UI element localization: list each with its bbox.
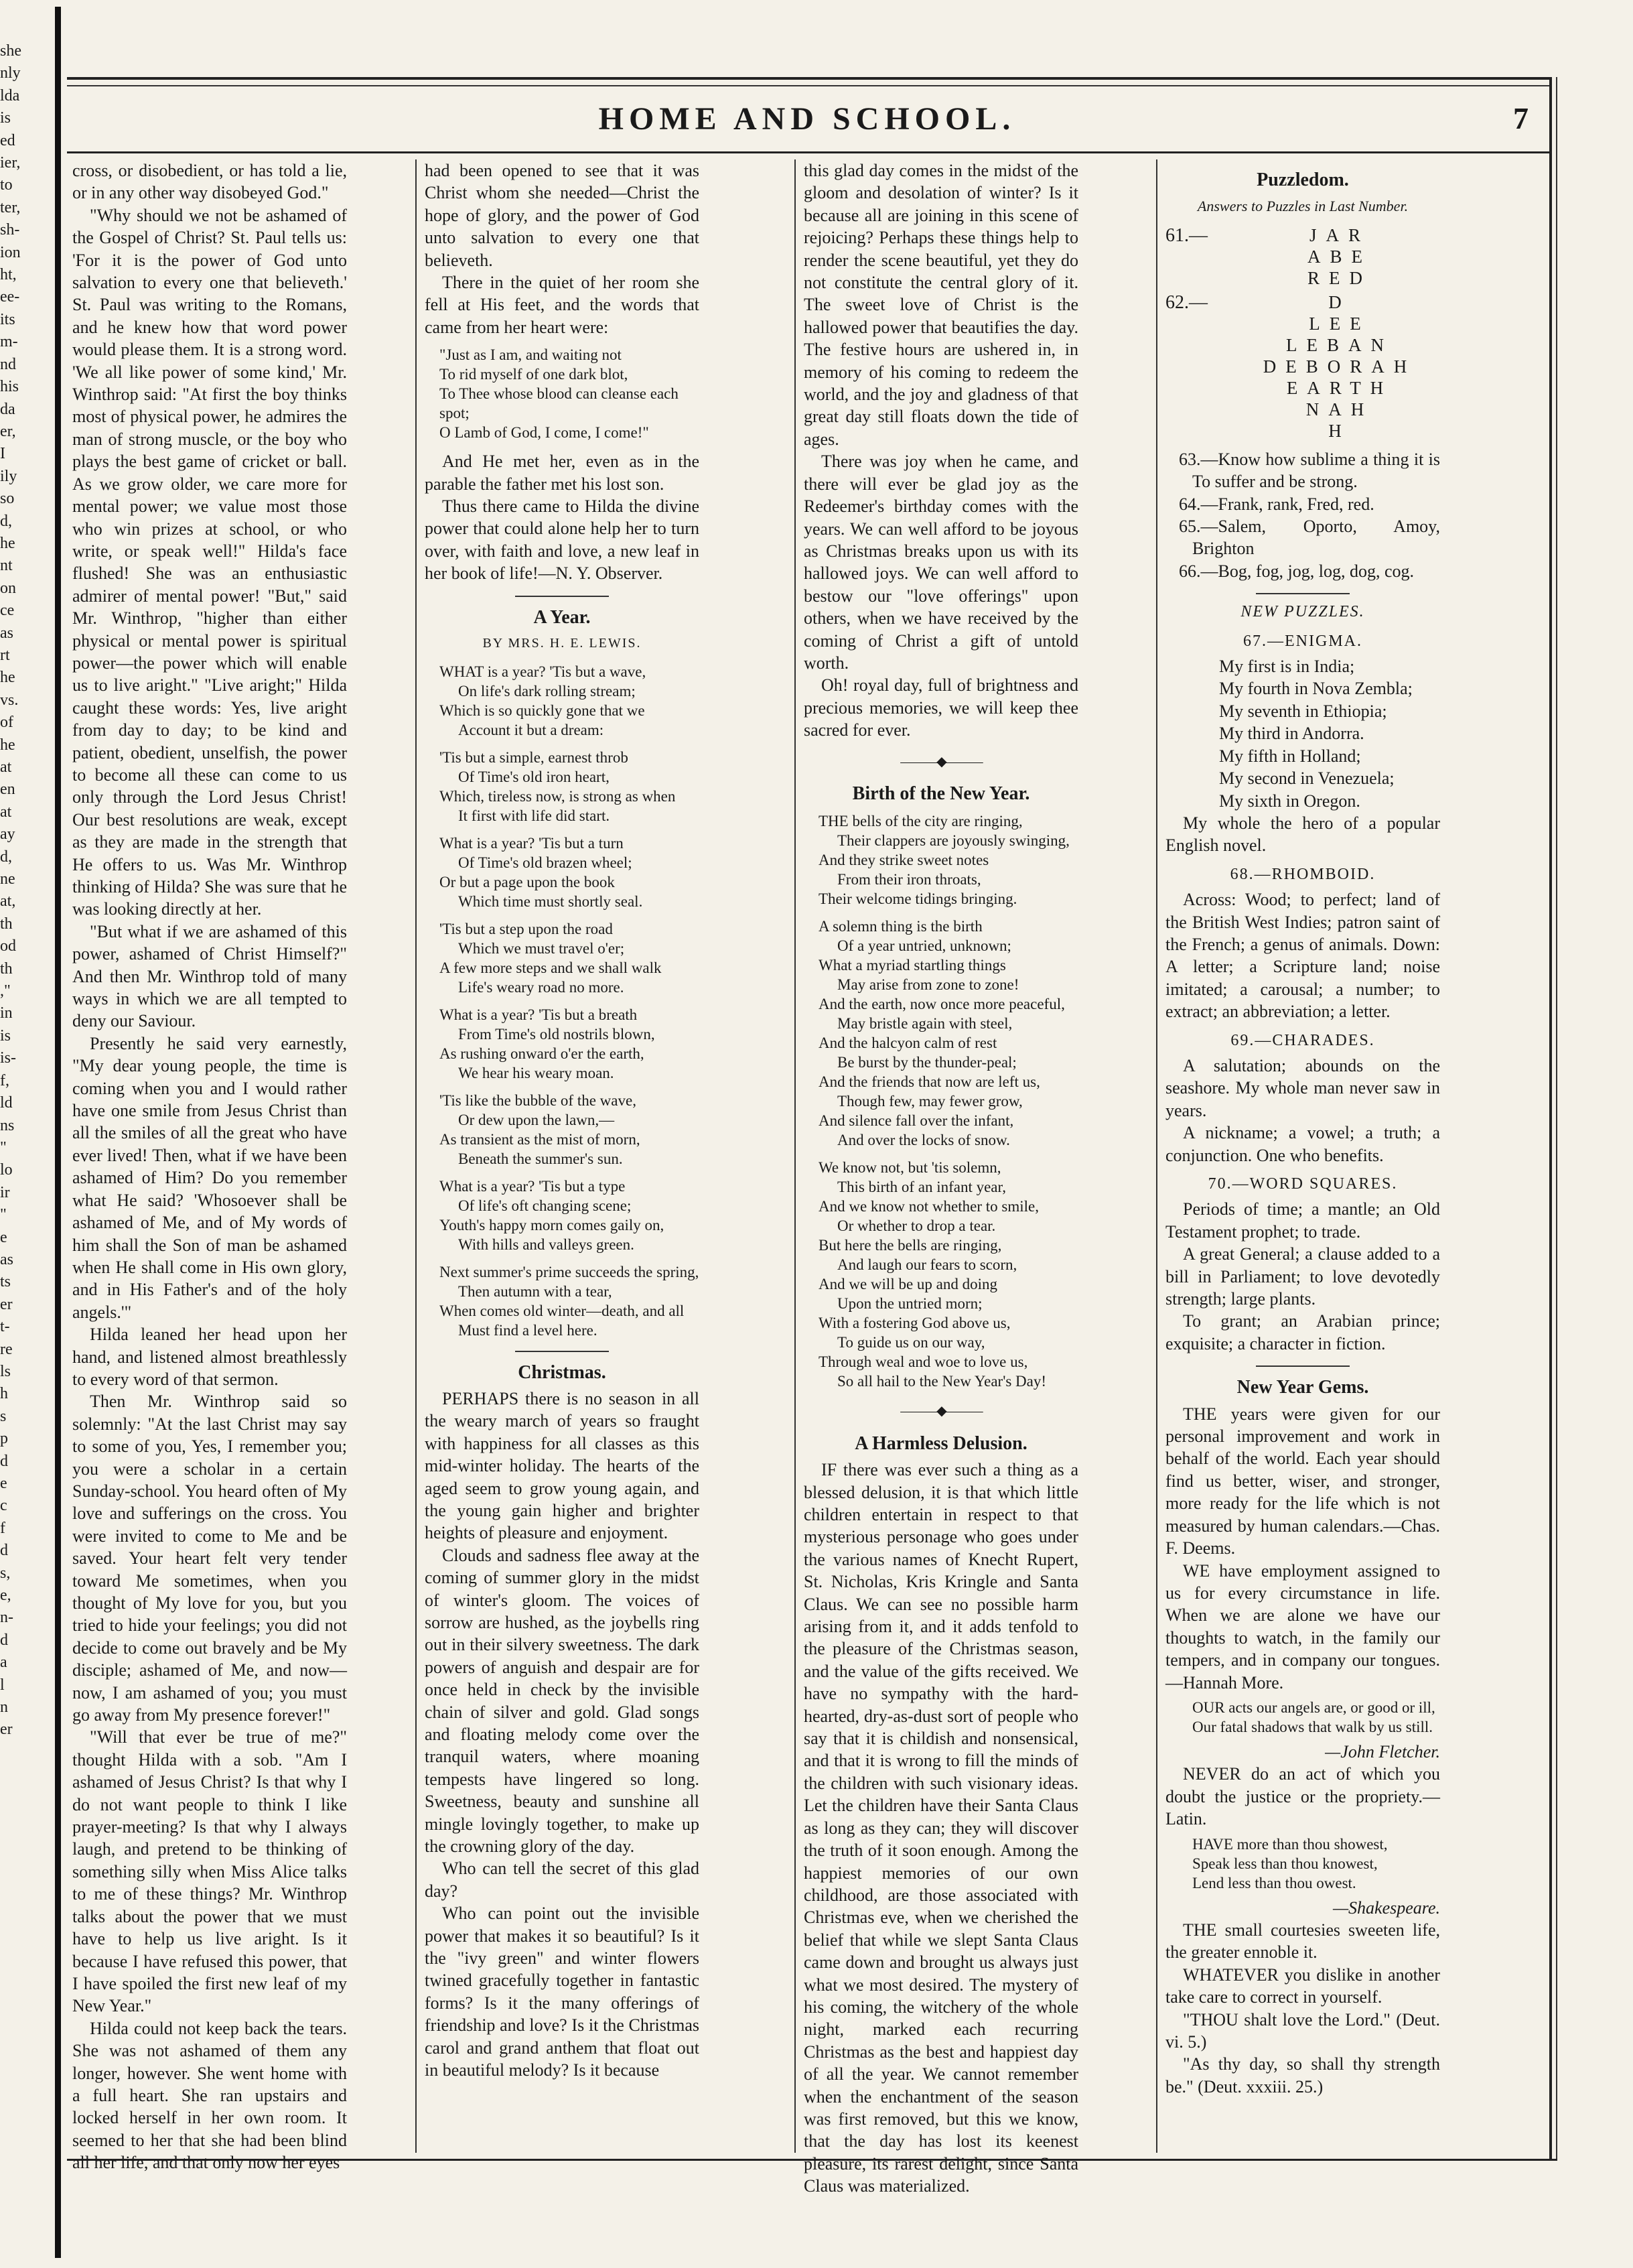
fragment-text: en [0, 781, 15, 799]
fragment-text: er, [0, 422, 16, 440]
answer-item: 66.—Bog, fog, jog, log, dog, cog. [1179, 561, 1414, 581]
fragment-text: s [0, 1407, 7, 1425]
enigma-line: My fifth in Holland; [1219, 746, 1361, 766]
verse-line: Their clappers are joyously swinging, [837, 832, 1070, 850]
verse-line: From Time's old nostrils blown, [458, 1025, 655, 1043]
verse-line: With a fostering God above us, [819, 1315, 1011, 1332]
paragraph: PERHAPS there is no season in all the weary march of years so fraught with happiness for all classes as this mid-winter holiday. The hearts of the aged seem to grow young again, and the young gain higher and brighter heights of pleasure and enjoyment. [425, 1388, 699, 1543]
fragment-text: d [0, 1452, 8, 1470]
fragment-text: l [0, 1676, 5, 1694]
column-4 [1165, 159, 1440, 2153]
verse-line: As transient as the mist of morn, [439, 1130, 640, 1148]
verse-line: Or but a page upon the book [439, 873, 615, 890]
fragment-text: of [0, 714, 13, 732]
column-3 [804, 159, 1078, 2196]
answer-word: DEBORAH [1263, 356, 1417, 377]
fragment-text: I [0, 445, 5, 463]
fragment-text: ," [0, 982, 11, 1000]
poem-title: Birth of the New Year. [852, 783, 1030, 804]
fragment-text: th [0, 959, 13, 978]
paragraph: cross, or disobedient, or has told a lie, or in any other way disobeyed God." [72, 161, 347, 203]
fragment-text: h [0, 1385, 8, 1403]
fragment-text: nly [0, 64, 21, 82]
fragment-text: he [0, 669, 15, 687]
story-conclusion [425, 450, 699, 584]
gems-title: New Year Gems. [1236, 1377, 1369, 1398]
verse-line: Beneath the summer's sun. [458, 1150, 623, 1167]
verse-line: "Just as I am, and waiting not [439, 346, 622, 364]
hymn-verse [439, 345, 699, 442]
fragment-text: ts [0, 1273, 11, 1291]
verse-line: To guide us on our way, [837, 1334, 985, 1351]
fragment-text: lda [0, 86, 20, 105]
answer-number: 62.— [1165, 291, 1208, 313]
poem-byline: BY MRS. H. E. LEWIS. [482, 636, 642, 651]
binding-spine [55, 7, 61, 2258]
fragment-text: ily [0, 467, 17, 485]
fragment-text: in [0, 1004, 13, 1022]
verse-line: And the earth, now once more peaceful, [819, 996, 1065, 1013]
verse-line: 'Tis but a step upon the road [439, 920, 613, 937]
verse-attribution: —John Fletcher. [1325, 1741, 1440, 1761]
word-square-item: A great General; a clause added to a bill in Parliament; to love devotedly strength; large plants. [1165, 1244, 1440, 1309]
paragraph: Hilda leaned her head upon her hand, and listened almost breathlessly to every word of that sermon. [72, 1325, 347, 1389]
answer-word: EARTH [1286, 377, 1393, 398]
verse-line: Next summer's prime succeeds the spring, [439, 1263, 699, 1280]
word-square-item: Periods of time; a mantle; an Old Testament prophet; to trade. [1165, 1199, 1440, 1242]
fragment-text: rt [0, 646, 10, 664]
verse-line: And we will be up and doing [819, 1276, 998, 1293]
answer-word: ABE [1307, 246, 1372, 267]
verse-line: To rid myself of one dark blot, [439, 366, 628, 383]
verse-line: O Lamb of God, I come, I come!" [439, 424, 649, 442]
fragment-text: ed [0, 131, 15, 149]
answer-word: H [1328, 420, 1351, 441]
verse-line: But here the bells are ringing, [819, 1237, 1002, 1254]
verse-line: On life's dark rolling stream; [458, 682, 636, 699]
fragment-text: " [0, 1138, 7, 1156]
rhomboid-text: Across: Wood; to perfect; land of the British West Indies; patron saint of the French; a genus of animals. Down: A letter; a Scripture land; noise imitated; a carousal; a number; to extract; an abbreviation; a letter. [1165, 890, 1440, 1022]
fragment-text: ir [0, 1183, 10, 1201]
answers-subtitle: Answers to Puzzles in Last Number. [1197, 198, 1409, 215]
charades-list [1165, 1055, 1440, 1166]
charade-item: A nickname; a vowel; a truth; a conjunction. One who benefits. [1165, 1123, 1440, 1165]
paragraph: There in the quiet of her room she fell at His feet, and the words that came from her heart were: [425, 273, 699, 337]
fragment-text: ht, [0, 266, 17, 284]
gem-paragraph: "As thy day, so shall thy strength be." (Deut. xxxiii. 25.) [1165, 2054, 1440, 2096]
section-divider [515, 596, 609, 597]
verse-line: Though few, may fewer grow, [837, 1093, 1023, 1110]
answer-word: NAH [1305, 399, 1374, 419]
column-rule [415, 159, 417, 2153]
gem-verse [1192, 1698, 1440, 1737]
column-2 [425, 159, 699, 2153]
paragraph: Oh! royal day, full of brightness and precious memories, we will keep thee sacred for ever. [804, 675, 1078, 740]
verse-line: To Thee whose blood can cleanse each spot; [439, 385, 679, 422]
stanza [819, 1158, 1078, 1391]
verse-line: OUR acts our angels are, or good or ill, [1192, 1698, 1435, 1716]
verse-line: Which, tireless now, is strong as when [439, 787, 676, 805]
verse-line: With hills and valleys green. [458, 1236, 634, 1253]
fragment-text: he [0, 736, 15, 754]
paragraph: IF there was ever such a thing as a blessed delusion, it is that which little children entertain in respect to that mysterious personage who goes under the various names of Knecht Rupert, St. Nicholas, Kris Kringle and Santa Claus. We can see no possible harm arising from it, and it adds tenfold to the pleasure of the Christmas season, and the value of the gifts received. We have no sympathy with the hard-hearted, dry-as-dust sort of people who say that it is childish and nonsensical, and that it is wrong to fill the minds of the children with such visionary ideas. Let the children have their Santa Claus as long as they can; they will discover the truth of it soon enough. Among the happiest memories of our own childhood, are those associated with Christmas eve, when we cherished the belief that while we slept Santa Claus came down and brought us always just what we most desired. The mystery of his coming, the witchery of the whole night, marked each recurring Christmas as the best and happiest day of all the year. We cannot remember when the enchantment of the season was first removed, but this we know, that the day has lost its keenest pleasure, its rarest delight, since Santa Claus was materialized. [804, 1460, 1078, 2196]
fragment-text: e [0, 1228, 7, 1246]
verse-line: Youth's happy morn comes gaily on, [439, 1216, 664, 1233]
fragment-text: p [0, 1430, 8, 1448]
stanza [439, 833, 699, 911]
fragment-text: f [0, 1519, 5, 1537]
fragment-text: on [0, 579, 16, 597]
fragment-text: as [0, 624, 13, 642]
fragment-text: n- [0, 1609, 13, 1627]
paragraph: Then Mr. Winthrop said so solemnly: "At the last Christ may say to some of you, Yes, I remember you; you were a scholar in a certain Sunday-school. You heard often of My love and sufferings on the cross. You were invited to come to Me and be saved. Your heart felt very tender toward Me sometimes, when you thought of My love for you, but you tried to hide your feelings; you did not decide to come out bravely and be My disciple; ashamed of Me, and now—now, I am ashamed of you; you must go away from My presence forever!" [72, 1392, 347, 1725]
paragraph: "Why should we not be ashamed of the Gospel of Christ? St. Paul tells us: 'For it is the power of God unto salvation to every one that believeth.' St. Paul was writing to the Romans, and he knew how that word power would please them. It is a strong word. 'We all like power of some kind,' Mr. Winthrop said: "At first the boy thinks most of physical power, he admires the man of strong muscle, or the boy who plays the best game of cricket or ball. As we grow older, we care more for mental power; we value most those who win prizes at school, or who write, or speak well!" Hilda's face flushed! She was an enthusiastic admirer of mental power! "But," said Mr. Winthrop, "higher than either physical or mental power is spiritual power—the power which will enable us to live aright." "Live aright;" Hilda caught these words: Yes, live aright from day to day; to be kind and patient, obedient, unselfish, the power to become all these can come to us only through the Lord Jesus Christ! Our best resolutions are weak, except as they are made in the strength that He offers to us. Was Mr. Winthrop thinking of Hilda? She was sure that he was looking directly at her. [72, 205, 347, 919]
frame-rule-top-inner [67, 85, 1551, 86]
fragment-text: to [0, 176, 13, 194]
fragment-text: ter, [0, 198, 21, 216]
verse-line: What is a year? 'Tis but a type [439, 1177, 626, 1195]
fragment-text: e [0, 1475, 7, 1492]
fragment-text: " [0, 1206, 7, 1224]
verse-line: From their iron throats, [837, 871, 981, 888]
verse-line: WHAT is a year? 'Tis but a wave, [439, 663, 646, 680]
verse-line: And the halcyon calm of rest [819, 1035, 997, 1052]
puzzle-section-title: Puzzledom. [1257, 170, 1349, 190]
verse-line: Lend less than thou owest. [1192, 1874, 1356, 1891]
enigma-lines [1165, 655, 1440, 812]
fragment-text: c [0, 1497, 7, 1515]
fragment-text: at [0, 803, 12, 821]
verse-line: As rushing onward o'er the earth, [439, 1045, 644, 1062]
verse-line: HAVE more than thou showest, [1192, 1835, 1388, 1853]
fragment-text: is [0, 109, 11, 127]
verse-line: Their welcome tidings bringing. [819, 890, 1017, 908]
gem-paragraph: WE have employment assigned to us for every circumstance in life. When we are alone we have our thoughts to watch, in the family our tempers, and in company our tongues.—Hannah More. [1165, 1560, 1440, 1692]
answer-word: RED [1307, 267, 1372, 288]
gem-paragraph: "THOU shalt love the Lord." (Deut. vi. 5.) [1165, 2009, 1440, 2052]
article-harmless-delusion [804, 1459, 1078, 2197]
verse-line: We know not, but 'tis solemn, [819, 1159, 1001, 1177]
paragraph: "Will that ever be true of me?" thought Hilda with a sob. "Am I ashamed of Jesus Christ? Is that why I do not want people to think I like prayer-meeting? Is that why I always laugh, and pretend to be thinking of something silly when Miss Alice talks to me of these things? Mr. Winthrop talks about the power that we must have to help us live aright. Is it because I have refused this power, that I have spoiled the first new leaf of my New Year." [72, 1727, 347, 2016]
fragment-text: ls [0, 1362, 11, 1380]
stanza [439, 1177, 699, 1254]
fragment-text: ld [0, 1094, 13, 1112]
answer-62 [1165, 291, 1440, 442]
column-rule [794, 159, 796, 2153]
fragment-text: at, [0, 892, 16, 911]
verse-line: Must find a level here. [458, 1321, 597, 1339]
verse-line: Then autumn with a tear, [458, 1282, 612, 1300]
verse-line: Of life's oft changing scene; [458, 1197, 632, 1214]
paragraph: And He met her, even as in the parable the father met his lost son. [425, 452, 699, 494]
paragraph: Hilda could not keep back the tears. She was not ashamed of them any longer, however. She went home with a full heart. She ran upstairs and locked herself in her own room. It seemed to her that she had been blind all her life, and that only now her eyes [72, 2018, 347, 2173]
verse-line: What is a year? 'Tis but a turn [439, 834, 624, 852]
verse-line: May arise from zone to zone! [837, 976, 1019, 994]
word-square-item: To grant; an Arabian prince; exquisite; a character in fiction. [1165, 1311, 1440, 1353]
fragment-text: e, [0, 1587, 11, 1605]
new-puzzles-heading: NEW PUZZLES. [1240, 603, 1365, 621]
fragment-text: n [0, 1698, 8, 1717]
answer-word: JAR [1309, 224, 1370, 245]
fragment-text: er [0, 1295, 13, 1313]
fragment-text: er [0, 1721, 13, 1739]
verse-line: May bristle again with steel, [837, 1015, 1013, 1032]
frame-rule-top [67, 77, 1551, 80]
stanza [439, 662, 699, 740]
verse-line: Which time must shortly seal. [458, 892, 643, 910]
enigma-line: My sixth in Oregon. [1219, 791, 1360, 811]
fragment-text: his [0, 378, 19, 396]
fragment-text: re [0, 1340, 13, 1358]
answer-word: LEBAN [1286, 334, 1393, 355]
stanza [819, 917, 1078, 1150]
verse-line: Which we must travel o'er; [458, 939, 625, 957]
stanza [439, 1262, 699, 1340]
ornament-divider: ———◆——— [900, 754, 982, 769]
fragment-text: vs. [0, 691, 19, 709]
fragment-text: a [0, 1654, 7, 1672]
rhomboid-heading: 68.—RHOMBOID. [1230, 865, 1376, 883]
poem-birth-of-new-year [804, 811, 1078, 1391]
stanza [439, 1005, 699, 1083]
masthead-title: HOME AND SCHOOL. [598, 101, 1016, 137]
charades-heading: 69.—CHARADES. [1230, 1031, 1375, 1049]
section-divider [1256, 1365, 1350, 1367]
verse-attribution: —Shakespeare. [1332, 1897, 1440, 1918]
verse-line: And over the locks of snow. [837, 1132, 1010, 1149]
fragment-text: da [0, 400, 15, 418]
answer-item: 63.—Know how sublime a thing it is To suffer and be strong. [1179, 449, 1440, 492]
enigma-line: My second in Venezuela; [1219, 769, 1395, 789]
paragraph: Thus there came to Hilda the divine power that could alone help her to turn over, with faith and love, a new leaf in her book of life!—N. Y. Observer. [425, 496, 699, 584]
verse-line: Our fatal shadows that walk by us still. [1192, 1718, 1433, 1735]
fragment-text: d [0, 1542, 8, 1560]
fragment-text: s, [0, 1564, 11, 1582]
fragment-text: ion [0, 243, 21, 261]
paragraph: Presently he said very earnestly, "My dear young people, the time is coming when you and I would rather have one smile from Jesus Christ than all the smiles of all the great who have ever lived! Then, what if we have been ashamed of Him? Do you remember what He said? 'Whosoever shall be ashamed of Me, and of My words of him shall the Son of man be ashamed when He shall come in His own glory, and in His Father's and of the holy angels.'" [72, 1033, 347, 1322]
paragraph: Clouds and sadness flee away at the coming of summer glory in the midst of winter's gloom. The voices of sorrow are hushed, as the joybells ring out in their silvery sweetness. The dark powers of anguish and despair are for once held in check by the invisible chain of silver and gold. Glad songs and floating melody come over the tranquil waters, where moaning tempests have lingered so long. Sweetness, beauty and sunshine all mingle lovingly together, to make up the crowning glory of the day. [425, 1545, 699, 1857]
fragment-text: ne [0, 870, 15, 888]
verse-line: Of a year untried, unknown; [837, 937, 1011, 955]
fragment-text: th [0, 915, 13, 933]
gem-verse [1192, 1835, 1440, 1893]
verse-line: What is a year? 'Tis but a breath [439, 1006, 638, 1023]
verse-line: Of Time's old iron heart, [458, 768, 610, 785]
verse-line: What a myriad startling things [819, 957, 1006, 974]
section-divider [1256, 593, 1350, 594]
stanza [439, 748, 699, 825]
section-divider [515, 1351, 609, 1352]
verse-line: And silence fall over the infant, [819, 1112, 1014, 1130]
fragment-text: he [0, 534, 15, 552]
ornament-divider: ———◆——— [900, 1404, 982, 1419]
fragment-text: od [0, 937, 16, 955]
article-christmas-continued [804, 159, 1078, 742]
article-title: A Harmless Delusion. [855, 1432, 1027, 1454]
gem-paragraph: NEVER do an act of which you doubt the justice or the propriety.—Latin. [1165, 1764, 1440, 1829]
fragment-text: is [0, 1026, 11, 1045]
verse-line: A solemn thing is the birth [819, 918, 983, 935]
verse-line: 'Tis but a simple, earnest throb [439, 748, 628, 766]
fragment-text: f, [0, 1071, 9, 1089]
fragment-text: ns [0, 1116, 15, 1134]
fragment-text: is- [0, 1049, 16, 1067]
column-rule [1156, 159, 1157, 2153]
fragment-text: t- [0, 1318, 10, 1336]
fragment-text: nt [0, 557, 13, 575]
verse-line: Of Time's old brazen wheel; [458, 854, 632, 871]
page-number: 7 [1513, 101, 1529, 135]
verse-line: Be burst by the thunder-peal; [837, 1054, 1017, 1071]
answer-word: D [1328, 291, 1351, 312]
paragraph: Who can point out the invisible power that makes it so beautiful? Is it the "ivy green" and winter flowers twined gracefully together in fantastic forms? Is it the many offerings of friendship and love? Is it the Christmas carol and grand anthem that float out in beautiful melody? Is it because [425, 1904, 699, 2080]
gem-paragraph: WHATEVER you dislike in another take care to correct in yourself. [1165, 1964, 1440, 2007]
fragment-text: at [0, 758, 12, 776]
paragraph: Who can tell the secret of this glad day? [425, 1859, 699, 1901]
verse-line: Or whether to drop a tear. [837, 1217, 996, 1235]
charade-item: A salutation; abounds on the seashore. My whole man never saw in years. [1165, 1055, 1440, 1120]
gem-paragraph: THE small courtesies sweeten life, the greater ennoble it. [1165, 1920, 1440, 1962]
word-squares-list [1165, 1198, 1440, 1355]
fragment-text: its [0, 310, 15, 328]
fragment-text: she [0, 42, 21, 60]
verse-line: We hear his weary moan. [458, 1064, 614, 1081]
verse-line: This birth of an infant year, [837, 1179, 1007, 1196]
answer-item: 65.—Salem, Oporto, Amoy, Brighton [1179, 517, 1440, 559]
verse-line: Which is so quickly gone that we [439, 702, 645, 719]
verse-line: It first with life did start. [458, 807, 610, 824]
verse-line: Or dew upon the lawn,— [458, 1111, 615, 1128]
frame-rule-right [1549, 77, 1552, 2161]
poem-a-year [425, 662, 699, 1340]
verse-line: And the friends that now are left us, [819, 1073, 1040, 1091]
fragment-text: sh- [0, 221, 20, 239]
answer-word: LEE [1309, 313, 1370, 334]
answer-61 [1165, 224, 1440, 289]
verse-line: When comes old winter—death, and all [439, 1302, 685, 1319]
fragment-text: ee- [0, 288, 20, 306]
header-rule [67, 151, 1551, 153]
paragraph: There was joy when he came, and there will ever be glad joy as the Redeemer's birthday comes with the years. We can well afford to be joyous as Christmas breaks upon us with its hallowed joys. We can well afford to bestow our "love offerings" upon others, when we have received by the coming of Christ a gift of untold worth. [804, 452, 1078, 673]
enigma-line: My first is in India; [1219, 657, 1355, 677]
stanza [819, 811, 1078, 909]
enigma-heading: 67.—ENIGMA. [1243, 632, 1362, 650]
fragment-text: m- [0, 333, 18, 351]
fragment-text: ay [0, 825, 15, 844]
verse-line: And laugh our fears to scorn, [837, 1256, 1017, 1274]
verse-line: Upon the untried morn; [837, 1295, 983, 1313]
answer-item: 64.—Frank, rank, Fred, red. [1179, 494, 1374, 514]
verse-line: And they strike sweet notes [819, 852, 989, 869]
frame-rule-right-inner [1556, 77, 1557, 2161]
word-squares-heading: 70.—WORD SQUARES. [1208, 1175, 1398, 1193]
verse-line: A few more steps and we shall walk [439, 959, 662, 976]
masthead [67, 101, 1547, 147]
paragraph: "But what if we are ashamed of this power, ashamed of Christ Himself?" And then Mr. Winthrop told of many ways in which we are all tempted to deny our Saviour. [72, 921, 347, 1031]
stanza [439, 1091, 699, 1169]
story-continuation [425, 159, 699, 338]
paragraph: had been opened to see that it was Christ whom she needed—Christ the hope of glory, and the power of God unto salvation to every one that believeth. [425, 161, 699, 270]
fragment-text: so [0, 490, 15, 508]
enigma-whole: My whole the hero of a popular English novel. [1165, 813, 1440, 856]
article-title: Christmas. [518, 1361, 606, 1383]
verse-line: 'Tis like the bubble of the wave, [439, 1091, 636, 1109]
verse-line: And we know not whether to smile, [819, 1198, 1039, 1215]
verse-line: Speak less than thou knowest, [1192, 1855, 1378, 1872]
fragment-text: as [0, 1250, 13, 1268]
gem-paragraph: THE years were given for our personal improvement and work in behalf of the world. Each year should find us better, wiser, and stronger, more ready for the life which is not measured by human calendars.—Chas. F. Deems. [1165, 1404, 1440, 1558]
column-1 [72, 159, 347, 2173]
fragment-text: ier, [0, 154, 21, 172]
stanza [439, 919, 699, 997]
enigma-line: My third in Andorra. [1219, 724, 1364, 744]
fragment-text: d, [0, 512, 12, 530]
enigma-line: My fourth in Nova Zembla; [1219, 679, 1413, 699]
verse-line: Through weal and woe to love us, [819, 1353, 1028, 1371]
verse-line: Account it but a dream: [458, 721, 604, 738]
fragment-text: nd [0, 355, 16, 373]
fragment-text: lo [0, 1161, 13, 1179]
verse-line: THE bells of the city are ringing, [819, 813, 1023, 830]
answers-list [1165, 448, 1440, 582]
paragraph: this glad day comes in the midst of the gloom and desolation of winter? Is it because all are joining in this scene of rejoicing? Perhaps these things help to render the scene beautiful, yet they do not constitute the central glory of it. The sweet love of Christ is the hallowed power that beautifies the day. The festive hours are ushered in, in memory of his coming to redeem the world, and the joy and gladness of that great day still floats down the tide of ages. [804, 161, 1078, 449]
fragment-text: d [0, 1631, 8, 1649]
answer-number: 61.— [1165, 224, 1208, 246]
fragment-text: d, [0, 848, 12, 866]
fragment-text: ce [0, 602, 15, 620]
article-christmas [425, 1388, 699, 2082]
verse-line: So all hail to the New Year's Day! [837, 1373, 1047, 1390]
adjacent-page-fragment [0, 40, 52, 2211]
enigma-line: My seventh in Ethiopia; [1219, 701, 1387, 721]
poem-title: A Year. [533, 606, 591, 628]
verse-line: Life's weary road no more. [458, 978, 624, 996]
